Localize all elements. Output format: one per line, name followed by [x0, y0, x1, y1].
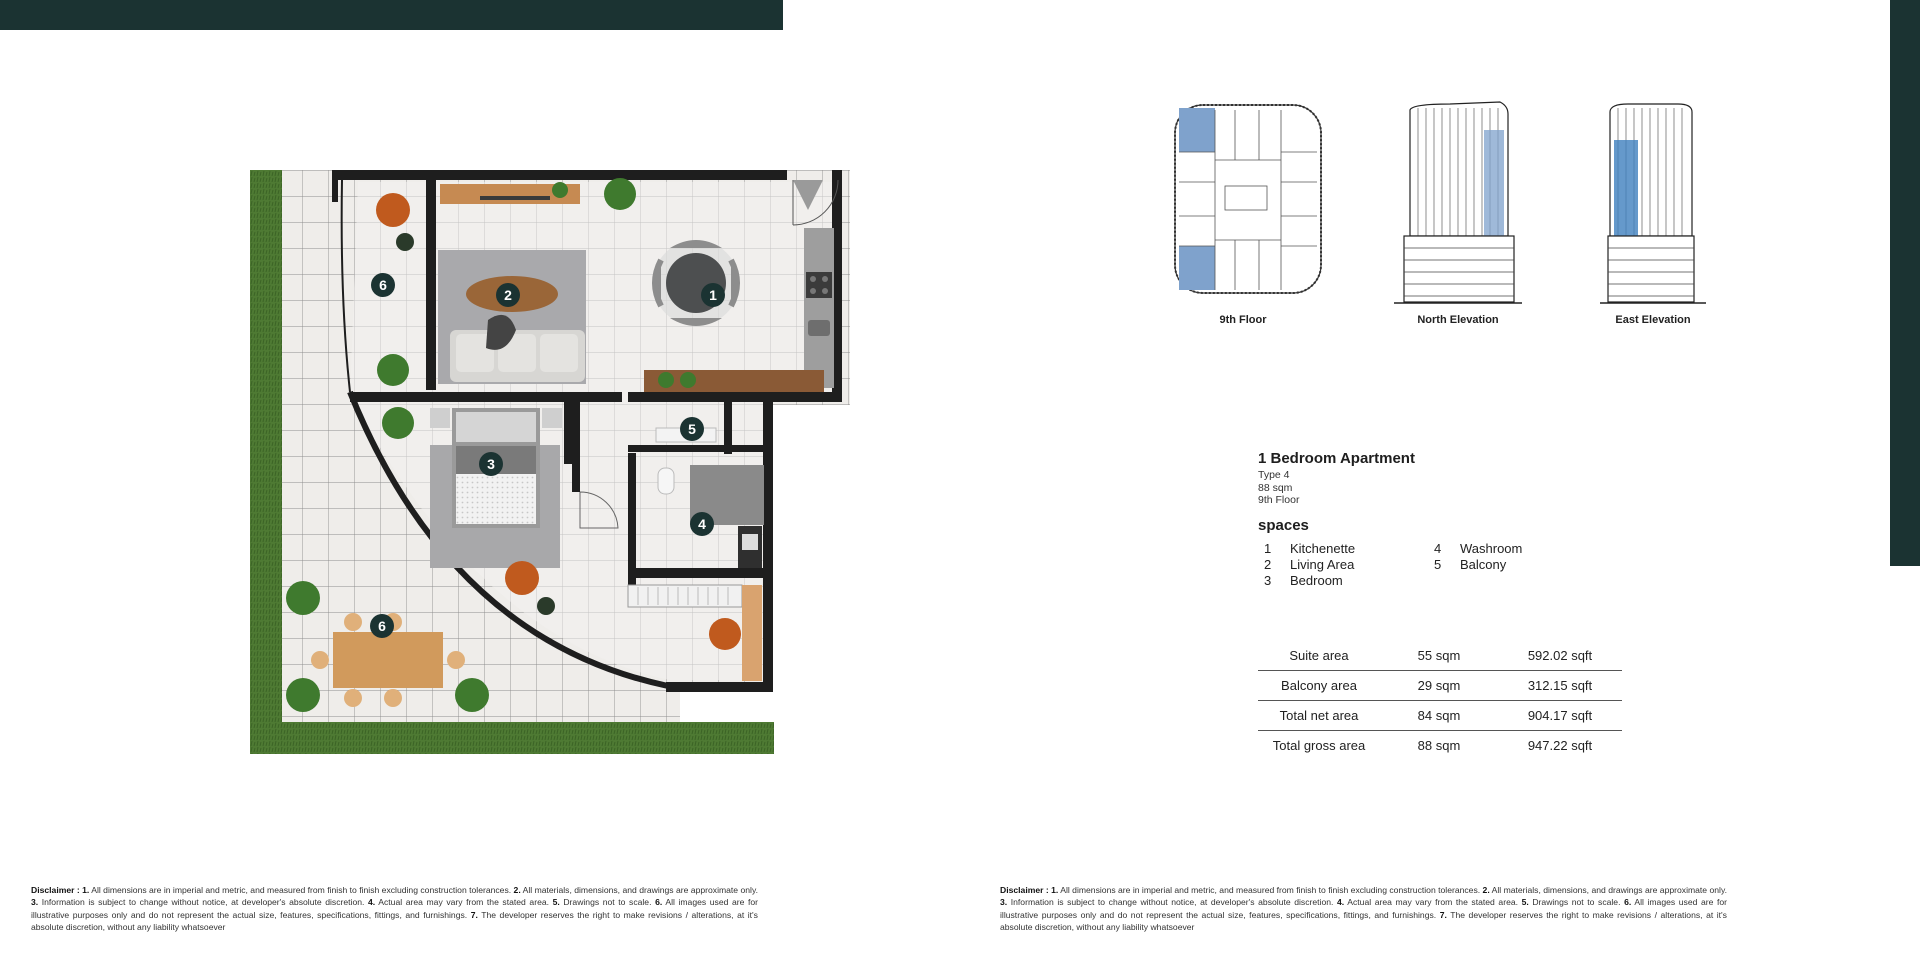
plan-marker-6b: [370, 614, 394, 638]
thumb-east-elevation: [1598, 100, 1708, 330]
east-elevation-drawing: [1598, 100, 1708, 310]
apartment-type: Type 4: [1258, 469, 1290, 481]
grass-left: [250, 170, 282, 754]
thumb-label-floor: 9th Floor: [1219, 314, 1267, 326]
space-item: 3 Bedroom: [1264, 573, 1343, 588]
area-table: [1258, 641, 1622, 760]
plan-marker-5: [680, 417, 704, 441]
svg-text:1: 1: [709, 287, 717, 303]
svg-text:3: 3: [487, 456, 495, 472]
right-brand-bar: [1890, 0, 1920, 566]
plan-marker-3: [479, 452, 503, 476]
north-elevation-drawing: [1390, 100, 1526, 310]
kitchen-counter: [804, 228, 834, 388]
plan-marker-6a: [371, 273, 395, 297]
thumb-label-east: East Elevation: [1615, 314, 1691, 326]
space-item: 2 Living Area: [1264, 557, 1355, 572]
outdoor-dining-table: [333, 632, 443, 688]
grass-bottom: [250, 722, 774, 754]
spaces-title: spaces: [1258, 517, 1309, 534]
table-row: Total gross area 88 sqm 947.22 sqft: [1258, 731, 1622, 761]
plan-marker-2: [496, 283, 520, 307]
table-row: Balcony area 29 sqm 312.15 sqft: [1258, 671, 1622, 701]
svg-text:5: 5: [688, 421, 696, 437]
disclaimer-left: Disclaimer : 1. All dimensions are in imperial and metric, and measured from finish to finish excluding construction tolerances. 2. All materials, dimensions, and drawings are approximate only. 3. Information is subject to change without notice, at developer's absolute discretion. 4. Actual area may vary from the stated area. 5. Drawings not to scale. 6. All images used are for illustrative purposes only and do not represent the actual size, features, specifications, fittings, and furnishings. 7. The developer reserves the right to make revisions / alterations, at it's absolute discretion, without any liability whatsoever: [31, 885, 758, 932]
apartment-info: [1258, 450, 1415, 507]
svg-text:6: 6: [378, 618, 386, 634]
nightstand-right: [542, 408, 562, 428]
disclaimer-right: Disclaimer : 1. All dimensions are in imperial and metric, and measured from finish to finish excluding construction tolerances. 2. All materials, dimensions, and drawings are approximate only. 3. Information is subject to change without notice, at developer's absolute discretion. 4. Actual area may vary from the stated area. 5. Drawings not to scale. 6. All images used are for illustrative purposes only and do not represent the actual size, features, specifications, fittings, and furnishings. 7. The developer reserves the right to make revisions / alterations, at it's absolute discretion, without any liability whatsoever: [1000, 885, 1727, 932]
round-dining-table: [653, 240, 739, 326]
plan-marker-4: [690, 512, 714, 536]
svg-text:4: 4: [698, 516, 706, 532]
svg-text:6: 6: [379, 277, 387, 293]
thumb-label-north: North Elevation: [1417, 314, 1499, 326]
table-row: Suite area 55 sqm 592.02 sqft: [1289, 648, 1593, 663]
floor-key-plan: [1163, 100, 1323, 300]
floor-plan-drawing: [250, 170, 850, 754]
wardrobe: [628, 585, 742, 607]
thumb-north-elevation: [1390, 100, 1526, 330]
plan-marker-1: [701, 283, 725, 307]
wood-bench: [742, 585, 762, 681]
nightstand-left: [430, 408, 450, 428]
thumb-9th-floor: [1163, 100, 1323, 330]
floor-plan: [250, 170, 850, 754]
toilet: [658, 468, 674, 494]
apartment-floor: 9th Floor: [1258, 494, 1300, 506]
svg-text:2: 2: [504, 287, 512, 303]
top-brand-bar: [0, 0, 783, 30]
apartment-area: 88 sqm: [1258, 481, 1293, 494]
table-row: Total net area 84 sqm 904.17 sqft: [1258, 701, 1622, 731]
spaces-list: [1264, 541, 1564, 601]
space-item: 5 Balcony: [1434, 557, 1507, 572]
space-item: 4 Washroom: [1434, 541, 1523, 556]
apartment-title: 1 Bedroom Apartment: [1258, 450, 1415, 467]
space-item: 1 Kitchenette: [1264, 541, 1356, 556]
